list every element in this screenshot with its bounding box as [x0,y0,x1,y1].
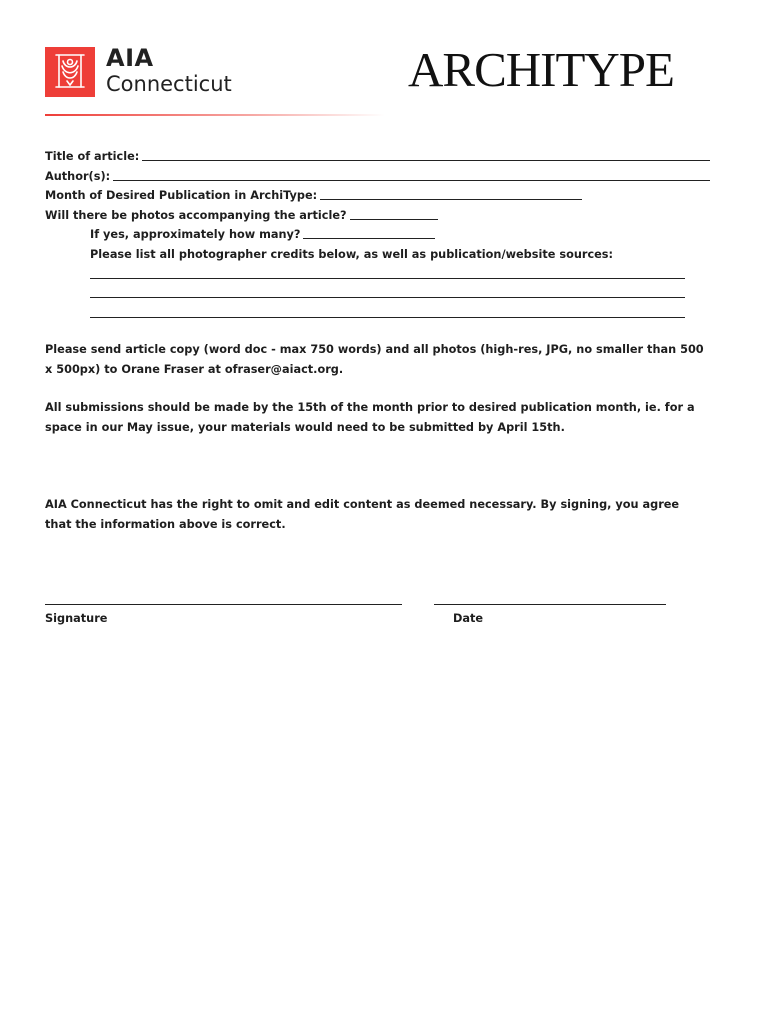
authors-field-row [45,167,710,187]
credits-blank-line-2[interactable] [90,279,685,299]
date-blank-field[interactable] [434,604,666,605]
how-many-label: If yes, approximately how many? [90,228,301,242]
photos-label: Will there be photos accompanying the article? [45,208,347,222]
credits-label-row [45,245,710,265]
month-field-row [45,186,710,206]
credits-blank-line-1[interactable] [90,265,685,279]
photos-blank-field[interactable] [350,206,438,220]
photos-field-row [45,206,710,226]
signature-label: Signature [45,612,108,625]
authors-label: Author(s): [45,169,111,183]
title-field-row [45,147,710,167]
how-many-blank-field[interactable] [303,225,435,239]
logo-connecticut-text: Connecticut [106,72,232,96]
signature-blank-field[interactable] [45,604,402,605]
send-copy-instructions: Please send article copy (word doc - max 750 words) and all photos (high-res, JPG, no smaller than 500 x 500px) to Orane Fraser at ofraser@aiact.org. [45,343,704,376]
month-blank-field[interactable] [320,186,582,200]
architype-masthead: ARCHITYPE [408,42,674,97]
aia-eagle-logo-icon [45,47,95,97]
credits-label: Please list all photographer credits below, as well as publication/website sources: [90,247,614,261]
month-label: Month of Desired Publication in ArchiType: [45,189,318,203]
deadline-instructions: All submissions should be made by the 15th of the month prior to desired publication month, ie. for a space in our May issue, your materials would need to be submitted by April 15th. [45,401,695,434]
credits-blank-line-3[interactable] [90,298,685,318]
logo-aia-text: AIA [106,44,154,72]
authors-blank-field[interactable] [113,167,710,181]
title-blank-field[interactable] [142,147,710,161]
date-label: Date [453,612,484,625]
submission-form [45,147,710,318]
how-many-field-row [45,225,710,245]
title-label: Title of article: [45,150,140,163]
rights-statement: AIA Connecticut has the right to omit and edit content as deemed necessary. By signing, you agree that the information above is correct. [45,498,680,531]
header-divider [45,114,385,116]
